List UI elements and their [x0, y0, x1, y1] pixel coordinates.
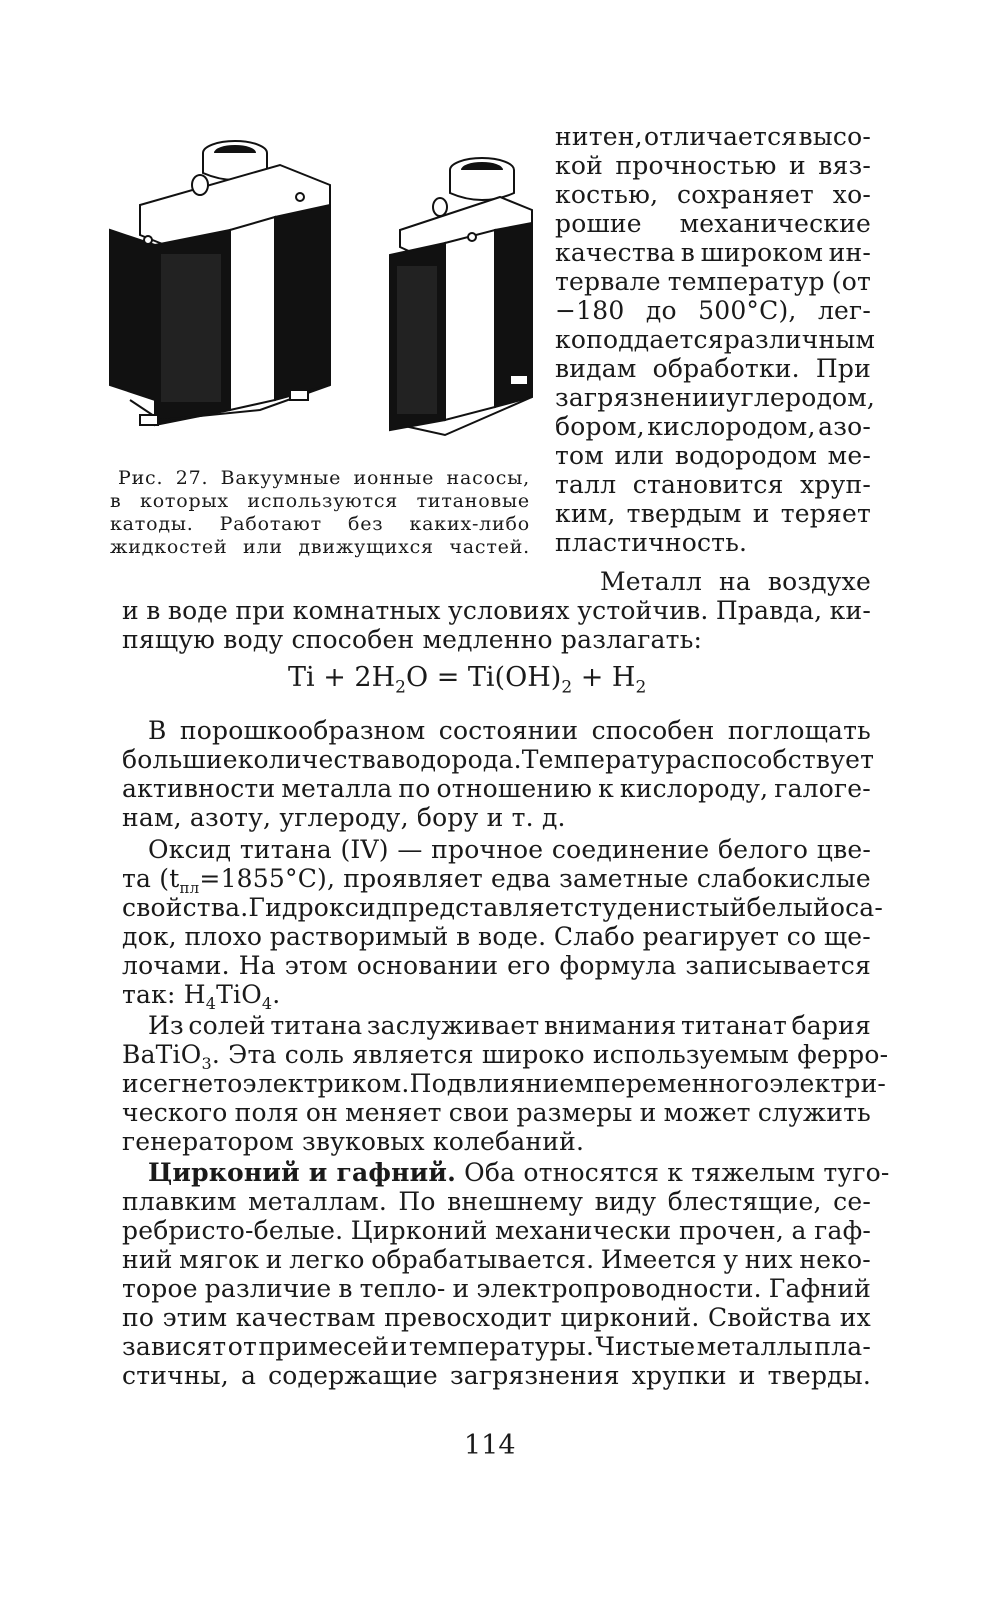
text-line	[122, 1187, 871, 1216]
word: Имеется	[600, 1245, 717, 1274]
word: внешнему	[447, 1187, 584, 1216]
word: и	[390, 1332, 408, 1361]
text-line	[122, 745, 875, 774]
text-line: нам, азоту, углероду, бору и т. д.	[122, 803, 566, 832]
equation-subscript: 2	[635, 677, 647, 698]
text-line	[555, 325, 876, 354]
text-part: . Эта соль является широко используемым ферро-	[211, 1040, 889, 1069]
word: качества	[555, 238, 676, 267]
word: лочами.	[122, 951, 230, 980]
text-line	[555, 499, 871, 528]
word: температур	[667, 267, 825, 296]
word: при	[235, 596, 286, 625]
word: водорода.	[391, 745, 522, 774]
word: может	[663, 1098, 751, 1127]
subscript: пл	[179, 879, 200, 897]
word: Чистые	[595, 1332, 696, 1361]
word: и	[122, 1069, 139, 1098]
word: электри-	[769, 1069, 887, 1098]
word: этом	[284, 951, 348, 980]
word: отношению	[436, 774, 593, 803]
figure-vacuum-pumps	[100, 135, 540, 455]
text-line	[122, 951, 871, 980]
word: На	[238, 951, 276, 980]
word: а	[791, 1216, 807, 1245]
text-part: та (t	[122, 864, 180, 893]
word: торое	[122, 1274, 198, 1303]
word: внимания	[543, 1011, 677, 1040]
word: Правда,	[715, 596, 823, 625]
word: Температура	[521, 745, 697, 774]
text-line	[122, 1332, 871, 1361]
word: мягок	[179, 1245, 260, 1274]
text-part: Оба относятся к тяжелым туго-	[456, 1158, 890, 1187]
word: ки-	[829, 596, 871, 625]
word: его	[507, 951, 551, 980]
word: ческого	[122, 1098, 228, 1127]
word: устойчив.	[577, 596, 709, 625]
word: хо-	[832, 180, 871, 209]
text-line	[555, 441, 871, 470]
word: различным	[723, 325, 876, 354]
word: твердым	[626, 499, 742, 528]
word: электропроводности.	[476, 1274, 762, 1303]
word: которых	[140, 490, 229, 512]
word: или	[243, 536, 283, 558]
word: бором,	[555, 412, 645, 441]
word: Из	[148, 1011, 184, 1040]
word: становится	[632, 470, 784, 499]
word: и	[738, 1361, 756, 1390]
word: Слабо	[553, 922, 635, 951]
text-part: TiO	[216, 980, 262, 1009]
word: блестящие,	[667, 1187, 822, 1216]
word: студенистый	[573, 893, 747, 922]
word: лег-	[817, 296, 871, 325]
text-part: BaTiO	[122, 1040, 202, 1069]
text-line	[600, 567, 871, 596]
word: оса-	[829, 893, 884, 922]
word: Металл	[600, 567, 703, 596]
equation-subscript: 2	[561, 677, 573, 698]
word: тервале	[555, 267, 661, 296]
word: ионные	[353, 467, 435, 489]
word: примесей	[258, 1332, 390, 1361]
word: качествам	[235, 1303, 376, 1332]
text-line	[555, 354, 871, 383]
word: се-	[833, 1187, 871, 1216]
word: свойства.	[122, 893, 249, 922]
word: тепло-	[359, 1274, 446, 1303]
word: поля	[234, 1098, 299, 1127]
text-line	[555, 383, 876, 412]
word: различие	[204, 1274, 332, 1303]
word: них	[744, 1245, 793, 1274]
word: в	[680, 238, 696, 267]
word: ребристо-белые.	[122, 1216, 344, 1245]
text-line	[122, 1098, 871, 1127]
word: заслуживает	[366, 1011, 540, 1040]
word: по	[122, 1303, 155, 1332]
word: он	[305, 1098, 339, 1127]
word: кислороду,	[619, 774, 769, 803]
word: в	[110, 490, 122, 512]
word: по	[398, 774, 431, 803]
word: (IV)	[340, 835, 389, 864]
word: тверды.	[767, 1361, 871, 1390]
word: этим	[162, 1303, 228, 1332]
word: пла-	[814, 1332, 871, 1361]
word: активности	[122, 774, 276, 803]
caption-line	[110, 536, 530, 559]
word: видам	[555, 354, 637, 383]
text-line	[122, 1361, 871, 1390]
text-line: генератором звуковых колебаний.	[122, 1127, 585, 1156]
equation	[288, 662, 646, 697]
word: По	[398, 1187, 436, 1216]
word: теряет	[780, 499, 871, 528]
text-line	[148, 1158, 890, 1187]
word: белого	[718, 835, 809, 864]
word: от	[227, 1332, 258, 1361]
caption-line	[118, 467, 530, 490]
word: −180	[555, 296, 625, 325]
section-heading: Цирконий и гафний.	[148, 1158, 456, 1187]
word: солей	[188, 1011, 266, 1040]
word: в	[338, 1274, 353, 1303]
text-line	[122, 1245, 871, 1274]
text-line	[555, 180, 871, 209]
word: содержащие	[268, 1361, 438, 1390]
word: и	[265, 1245, 283, 1274]
word: без	[348, 513, 384, 535]
word: количества	[237, 745, 392, 774]
word: прочен,	[678, 1216, 784, 1245]
text-line	[555, 412, 871, 441]
word: плохо	[184, 922, 263, 951]
word: костью,	[555, 180, 659, 209]
word: меняет	[345, 1098, 442, 1127]
word: комнатных	[292, 596, 441, 625]
word: док,	[122, 922, 177, 951]
text-line	[122, 1274, 871, 1303]
word: соединение	[551, 835, 710, 864]
text-line	[555, 296, 871, 325]
word: титана	[239, 835, 332, 864]
word: 500°C),	[698, 296, 797, 325]
small-pump-illustration	[390, 158, 532, 435]
word: сегнетоэлектриком.	[138, 1069, 410, 1098]
word: жидкостей	[110, 536, 228, 558]
word: обрабатывается.	[371, 1245, 595, 1274]
word: размеры	[516, 1098, 633, 1127]
word: металлам.	[248, 1187, 387, 1216]
subscript: 3	[201, 1054, 212, 1073]
word: в	[146, 596, 161, 625]
word: в	[456, 922, 471, 951]
word: виду	[594, 1187, 657, 1216]
word: до	[645, 296, 677, 325]
word: механически	[495, 1216, 672, 1245]
word: способствует	[696, 745, 875, 774]
word: воде	[167, 596, 228, 625]
word: представляет	[391, 893, 574, 922]
word: (от	[831, 267, 871, 296]
word: металла	[281, 774, 393, 803]
text-line	[122, 922, 871, 951]
word: белый	[746, 893, 830, 922]
equation-part: + H	[572, 662, 636, 693]
word: талл	[555, 470, 617, 499]
word: титановые	[416, 490, 530, 512]
word: их	[839, 1303, 871, 1332]
word: прочное	[431, 835, 544, 864]
word: поддается	[586, 325, 724, 354]
page-number: 114	[464, 1430, 516, 1461]
text-line	[122, 596, 871, 625]
text-line	[555, 470, 871, 499]
word: легко	[289, 1245, 365, 1274]
word: азо-	[818, 412, 871, 441]
word: нитен,	[555, 122, 643, 151]
word: При	[815, 354, 871, 383]
word: переменного	[594, 1069, 770, 1098]
word: загрязнения	[449, 1361, 620, 1390]
word: бария	[791, 1011, 871, 1040]
text-line	[122, 893, 884, 922]
text-line: пластичность.	[555, 528, 748, 557]
word: гаф-	[814, 1216, 871, 1245]
word: В	[148, 716, 167, 745]
equation-part: O = Ti(OH)	[405, 662, 562, 693]
word: Под	[409, 1069, 463, 1098]
word: насосы,	[446, 467, 530, 489]
word: ще-	[823, 922, 871, 951]
word: кислородом,	[647, 412, 816, 441]
word: широком	[700, 238, 824, 267]
word: движущихся	[298, 536, 434, 558]
word: частей.	[449, 536, 530, 558]
word: реагирует	[642, 922, 780, 951]
text-line	[555, 151, 871, 180]
word: условиях	[448, 596, 570, 625]
text-line	[555, 267, 871, 296]
word: ко	[555, 325, 587, 354]
word: основании	[356, 951, 499, 980]
word: Гафний	[768, 1274, 871, 1303]
word: обработки.	[652, 354, 800, 383]
word: превосходит	[384, 1303, 552, 1332]
caption-line	[110, 490, 530, 513]
text-line	[122, 1216, 871, 1245]
word: цве-	[816, 835, 871, 864]
text-line: пящую воду способен медленно разлагать:	[122, 625, 703, 654]
word: плавким	[122, 1187, 237, 1216]
word: углеродом,	[725, 383, 876, 412]
text-line	[148, 835, 871, 864]
word: большие	[122, 745, 238, 774]
word: а	[240, 1361, 257, 1390]
word: механические	[679, 209, 871, 238]
word: хрупки	[631, 1361, 727, 1390]
word: зависят	[122, 1332, 227, 1361]
word: рошие	[555, 209, 642, 238]
word: свои	[448, 1098, 510, 1127]
text-line	[122, 1303, 871, 1332]
text-line	[148, 1011, 871, 1040]
word: и	[752, 499, 770, 528]
word: Вакуумные	[220, 467, 342, 489]
word: служить	[757, 1098, 871, 1127]
word: на	[718, 567, 751, 596]
word: и	[122, 596, 139, 625]
word: воде.	[478, 922, 547, 951]
word: или	[614, 441, 665, 470]
word: и	[788, 151, 806, 180]
word: ме-	[827, 441, 871, 470]
word: Работают	[219, 513, 322, 535]
text-line	[555, 209, 871, 238]
word: отличается	[644, 122, 798, 151]
word: цирконий.	[560, 1303, 700, 1332]
large-pump-illustration	[110, 141, 330, 425]
word: и	[452, 1274, 470, 1303]
word: влиянием	[462, 1069, 594, 1098]
word: хруп-	[800, 470, 871, 499]
text-line	[122, 1069, 887, 1098]
subscript: 4	[261, 994, 273, 1013]
word: поглощать	[727, 716, 871, 745]
word: у	[723, 1245, 739, 1274]
word: галоге-	[774, 774, 871, 803]
caption-line	[110, 513, 530, 536]
word: используются	[247, 490, 399, 512]
text-part: .	[272, 980, 281, 1009]
word: порошкообразном	[179, 716, 426, 745]
word: состоянии	[438, 716, 579, 745]
word: загрязнении	[555, 383, 726, 412]
word: сохраняет	[677, 180, 814, 209]
text-line	[555, 122, 871, 151]
word: вяз-	[818, 151, 871, 180]
word: —	[397, 835, 423, 864]
word: записывается	[685, 951, 871, 980]
subscript: 4	[205, 994, 217, 1013]
word: катоды.	[110, 513, 194, 535]
word: высо-	[798, 122, 871, 151]
word: и	[639, 1098, 657, 1127]
word: каких-либо	[409, 513, 530, 535]
word: температуры.	[408, 1332, 595, 1361]
word: воздухе	[767, 567, 871, 596]
word: металлы	[696, 1332, 813, 1361]
word: неко-	[799, 1245, 871, 1274]
word: ким,	[555, 499, 616, 528]
text-part: так: H	[122, 980, 206, 1009]
word: том	[555, 441, 604, 470]
text-line	[122, 774, 871, 803]
word: формула	[559, 951, 677, 980]
equation-part: Ti + 2H	[288, 662, 396, 693]
word: к	[598, 774, 614, 803]
word: способен	[591, 716, 715, 745]
word: титана	[270, 1011, 363, 1040]
word: водородом	[674, 441, 818, 470]
text-line	[555, 238, 871, 267]
word: ний	[122, 1245, 173, 1274]
word: растворимый	[269, 922, 449, 951]
word: ин-	[828, 238, 871, 267]
word: Гидроксид	[248, 893, 392, 922]
equation-subscript: 2	[395, 677, 406, 698]
word: кой	[555, 151, 603, 180]
word: прочностью	[615, 151, 777, 180]
word: стичны,	[122, 1361, 229, 1390]
word: 27.	[175, 467, 209, 489]
word: титанат	[680, 1011, 787, 1040]
word: Оксид	[148, 835, 232, 864]
word: Цирконий	[350, 1216, 488, 1245]
word: Рис.	[118, 467, 164, 489]
text-line	[148, 716, 871, 745]
text-part: =1855°C), проявляет едва заметные слабокислые	[199, 864, 871, 893]
word: со	[786, 922, 817, 951]
word: Свойства	[707, 1303, 832, 1332]
